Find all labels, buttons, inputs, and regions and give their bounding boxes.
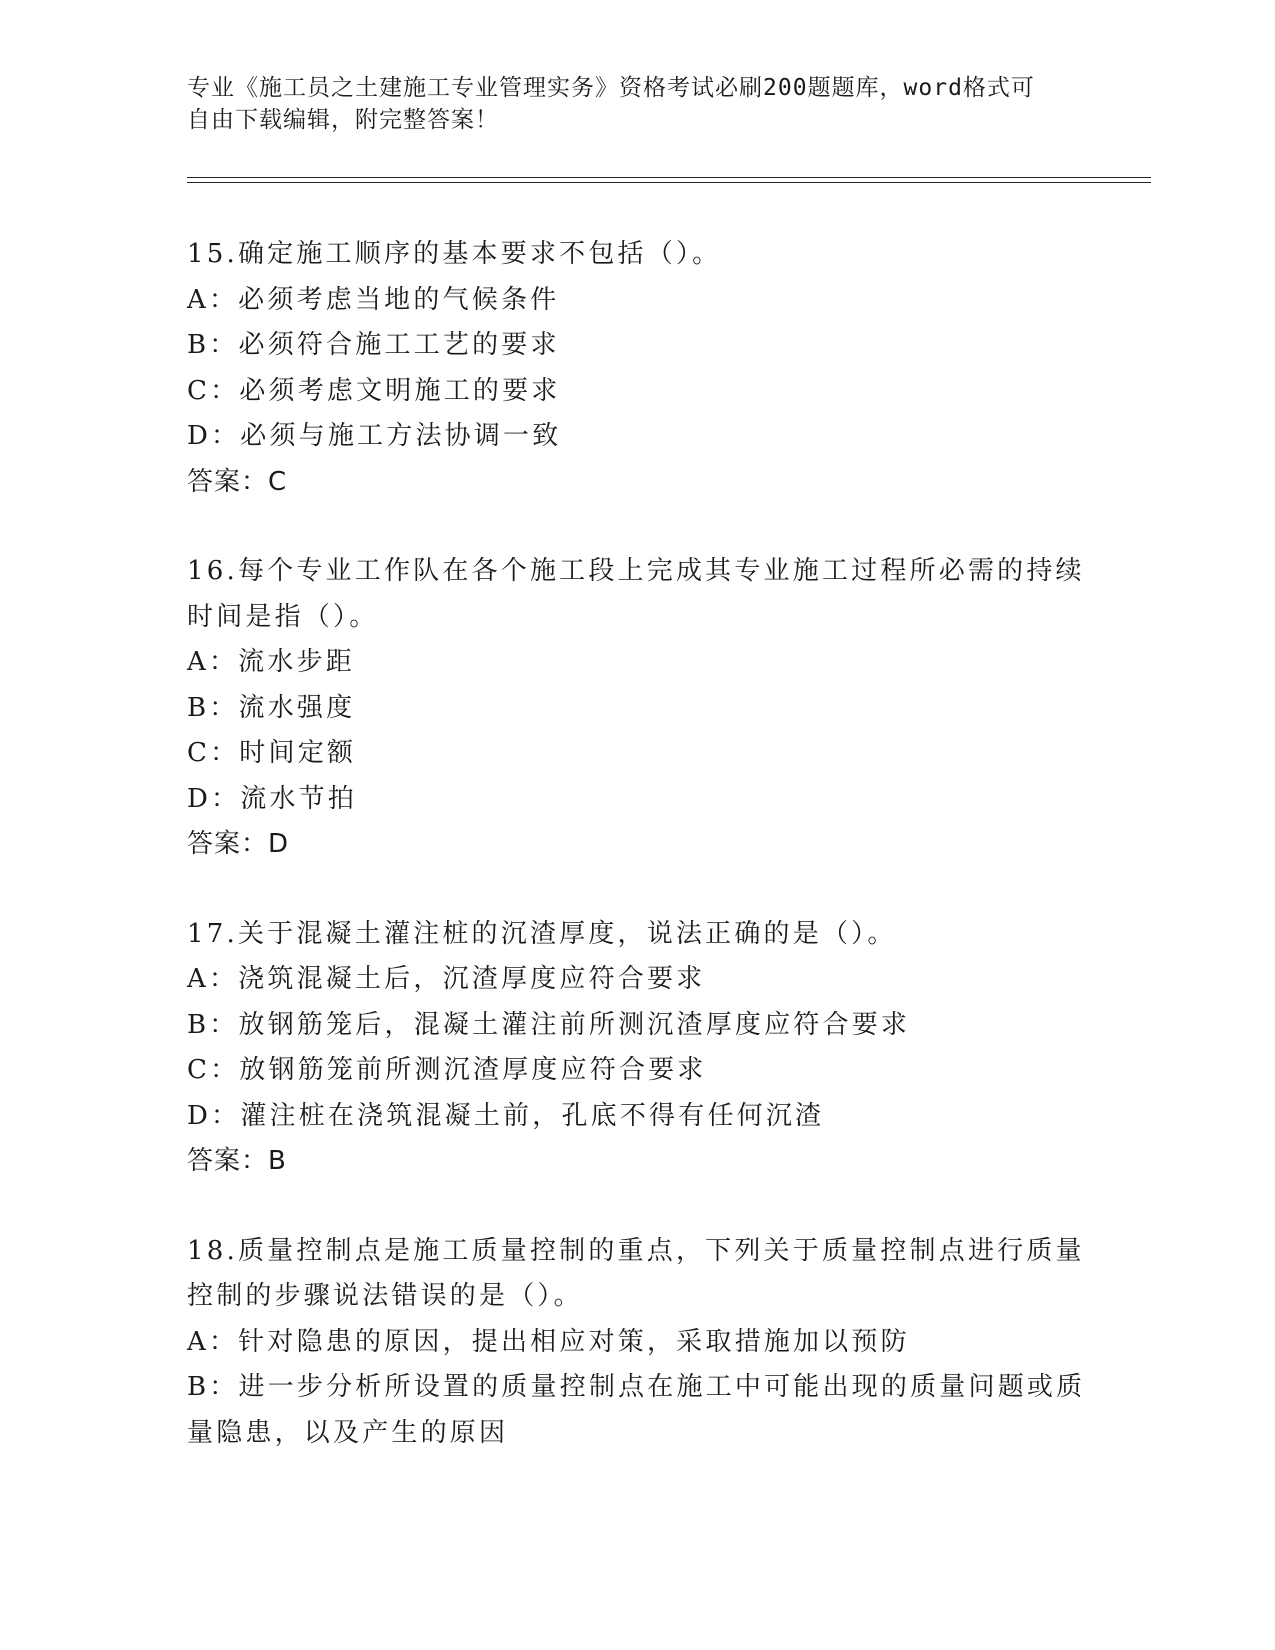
question-stem: 15.确定施工顺序的基本要求不包括（）。 [187, 239, 722, 269]
question-item [187, 912, 1087, 1185]
header-title-line-1: 专业《施工员之土建施工专业管理实务》资格考试必刷200题题库，word格式可 [187, 75, 1035, 101]
header-divider-bottom [187, 182, 1151, 183]
question-gap [187, 1185, 1087, 1229]
question-option: C：放钢筋笼前所测沉渣厚度应符合要求 [187, 1055, 707, 1085]
question-item [187, 549, 1087, 868]
question-option: D：灌注桩在浇筑混凝土前，孔底不得有任何沉渣 [187, 1100, 825, 1131]
question-option: D：必须与施工方法协调一致 [187, 421, 562, 451]
question-option: C：必须考虑文明施工的要求 [187, 375, 561, 406]
question-gap [187, 505, 1087, 549]
question-option: B：放钢筋笼后，混凝土灌注前所测沉渣厚度应符合要求 [187, 1009, 911, 1040]
question-option: C：时间定额 [187, 738, 357, 768]
question-option: A：必须考虑当地的气候条件 [187, 284, 560, 315]
question-option: B：必须符合施工工艺的要求 [187, 330, 560, 360]
question-option: B：流水强度 [187, 692, 356, 723]
question-option: A：针对隐患的原因，提出相应对策，采取措施加以预防 [187, 1326, 910, 1357]
question-option: A：浇筑混凝土后，沉渣厚度应符合要求 [187, 964, 706, 994]
question-stem: 时间是指（）。 [187, 601, 379, 632]
question-option: D：流水节拍 [187, 783, 358, 814]
question-gap [187, 868, 1087, 912]
question-item [187, 1229, 1087, 1457]
header-title-line-2: 自由下载编辑，附完整答案！ [187, 107, 499, 133]
question-option: B：进一步分析所设置的质量控制点在施工中可能出现的质量问题或质 [187, 1372, 1086, 1402]
question-answer: 答案：B [187, 1146, 287, 1176]
question-answer: 答案：D [187, 829, 290, 859]
question-stem: 18.质量控制点是施工质量控制的重点，下列关于质量控制点进行质量 [187, 1235, 1085, 1266]
question-stem: 16.每个专业工作队在各个施工段上完成其专业施工过程所必需的持续 [187, 556, 1085, 586]
document-header [187, 72, 1067, 136]
question-item [187, 232, 1087, 505]
question-option: 量隐患，以及产生的原因 [187, 1417, 509, 1448]
question-stem: 17.关于混凝土灌注桩的沉渣厚度，说法正确的是（）。 [187, 918, 897, 949]
question-stem: 控制的步骤说法错误的是（）。 [187, 1281, 583, 1311]
question-list [187, 232, 1087, 1456]
header-divider-top [187, 177, 1151, 178]
question-answer: 答案：C [187, 466, 288, 497]
question-option: A：流水步距 [187, 647, 355, 677]
